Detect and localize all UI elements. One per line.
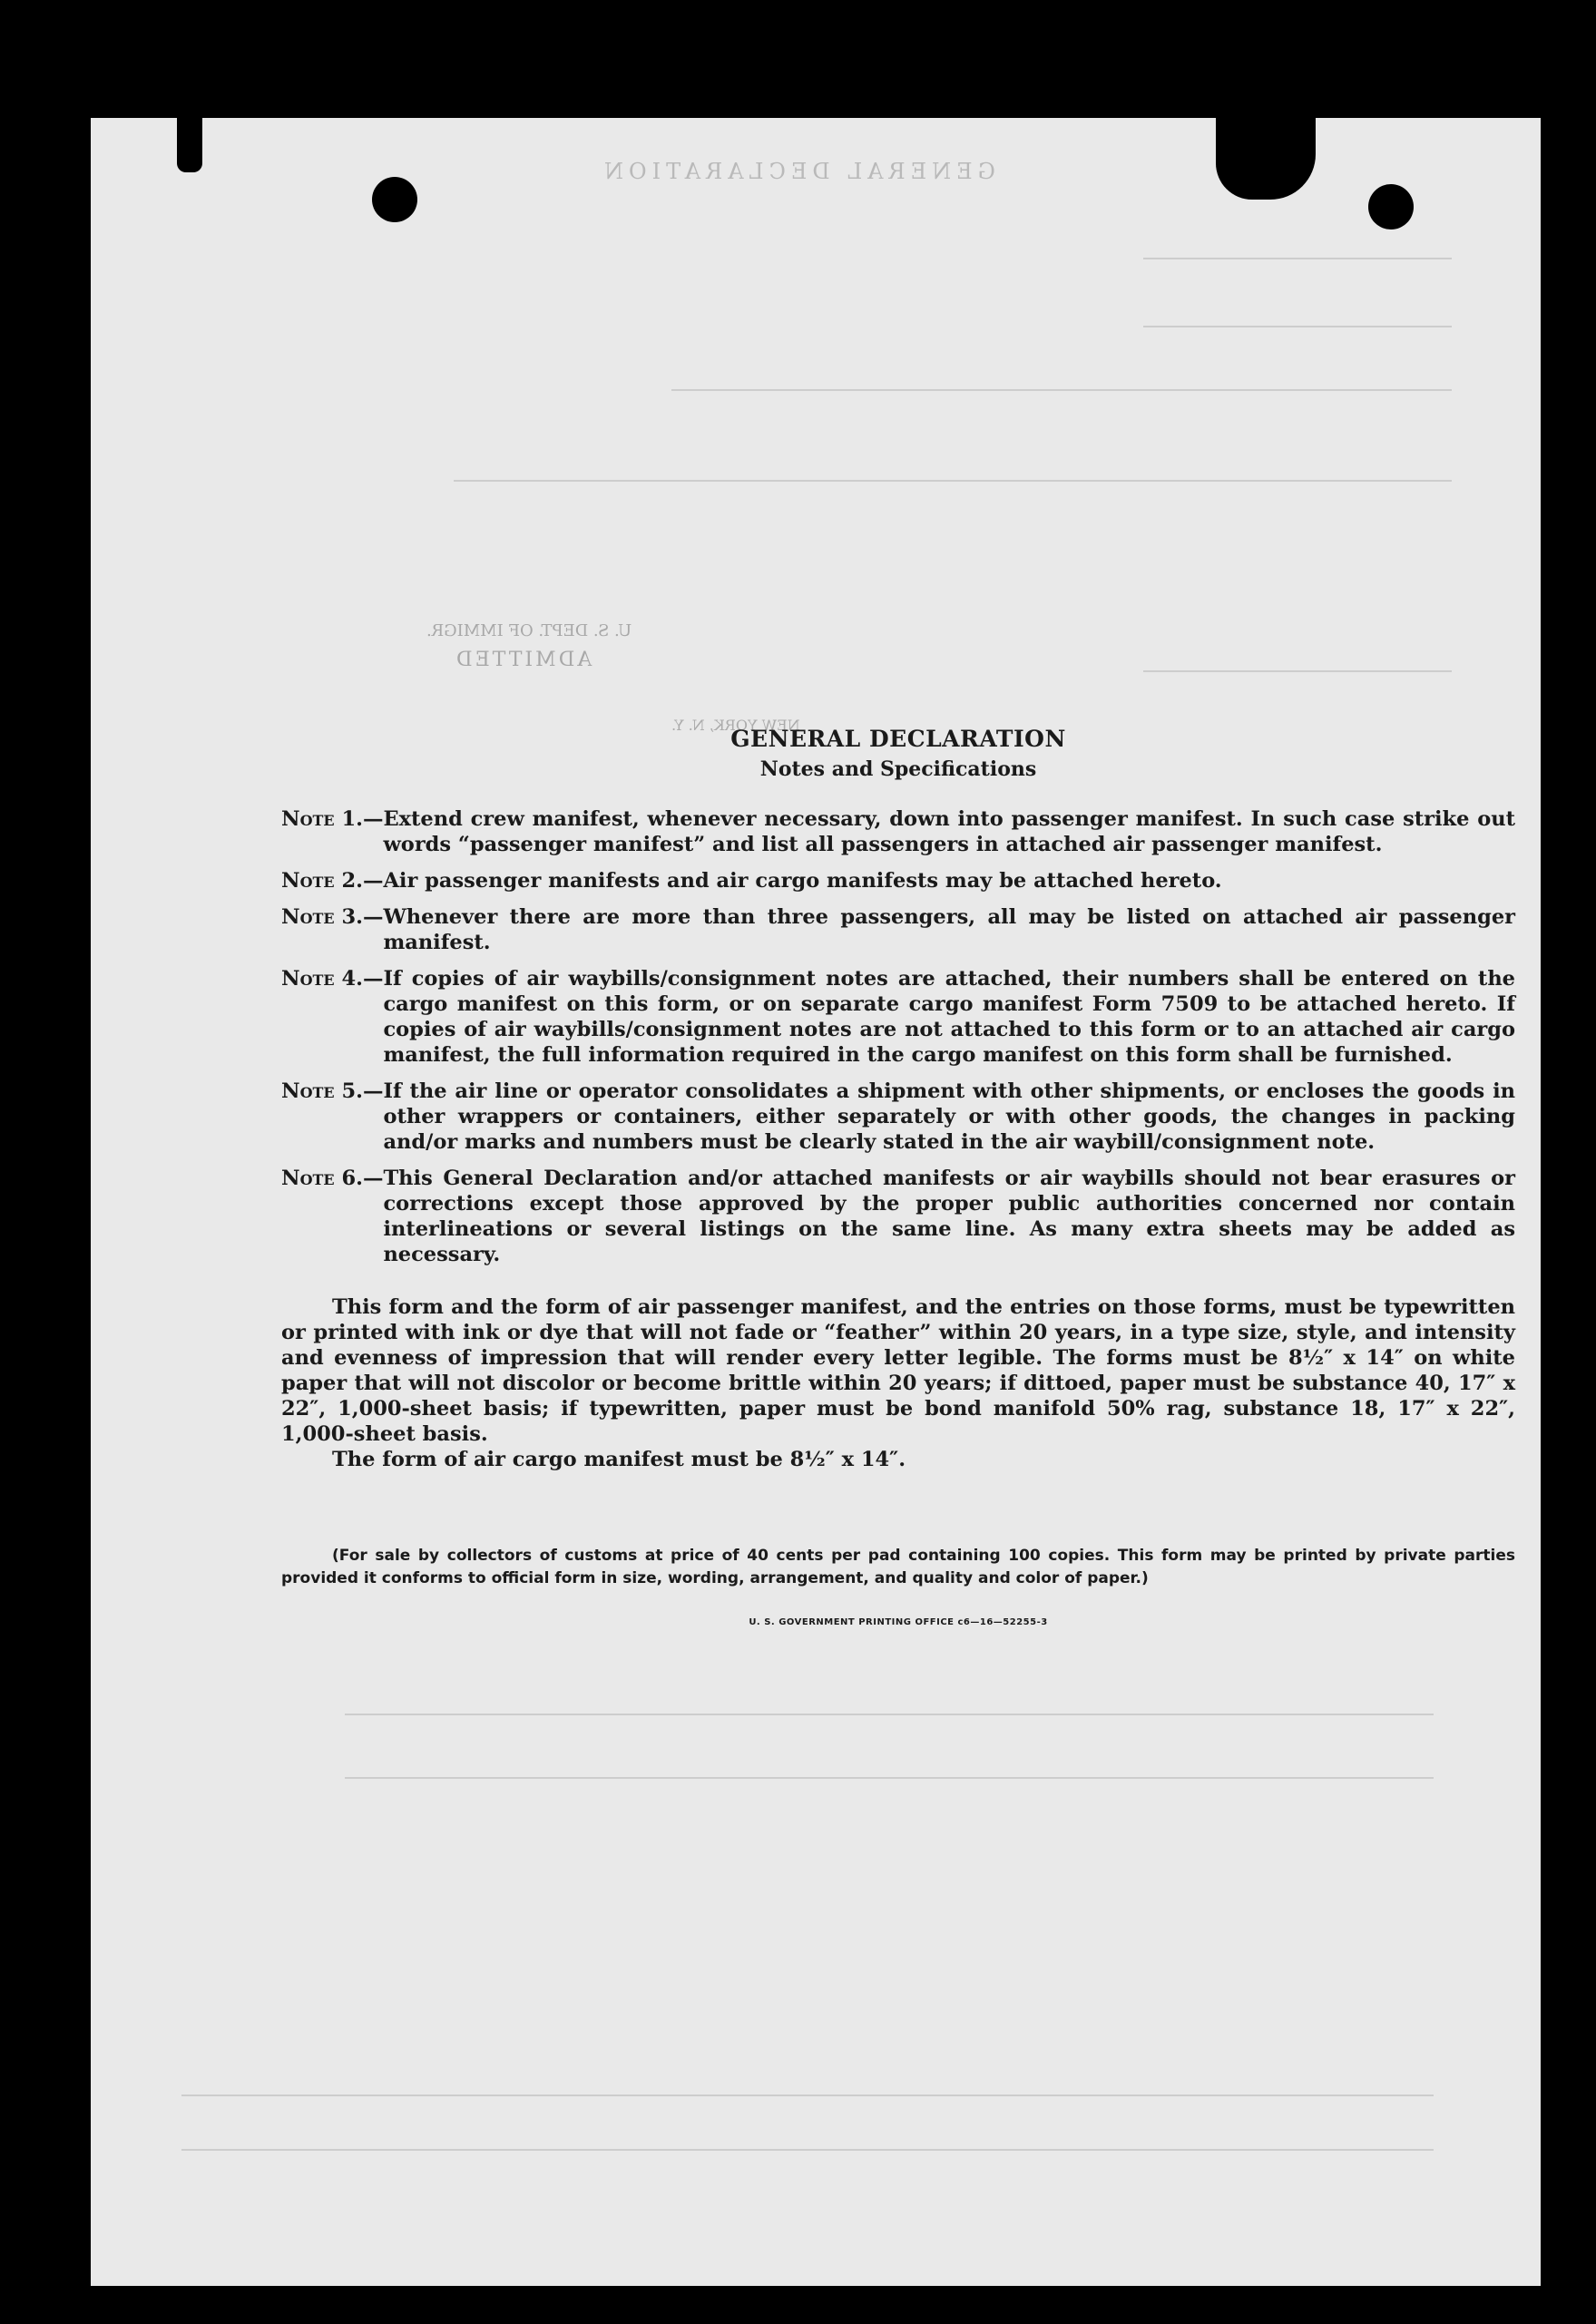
note-dash: — — [362, 905, 384, 929]
note-text: This General Declaration and/or attached manifests or air waybills should not bear erasures or corrections except those approved by the proper public authorities concerned nor contain interlineations or several listings on the same line. As many extra sheets may be added as necessary. — [383, 1167, 1515, 1266]
document-page — [91, 118, 1541, 2286]
note-text: Whenever there are more than three passengers, all may be listed on attached air passenger manifest. — [383, 905, 1515, 954]
note-dash: — — [362, 1167, 384, 1190]
page-title: GENERAL DECLARATION — [730, 726, 1066, 752]
cargo-manifest-size-note: The form of air cargo manifest must be 8½″ x 14″. — [332, 1448, 906, 1471]
note-label: Note 2. — [281, 869, 363, 893]
note-label: Note 3. — [281, 905, 363, 929]
bleed-through-stamp-3: NEW YORK, N. Y. — [671, 717, 800, 734]
note-text: Extend crew manifest, whenever necessary, down into passenger manifest. In such case strike out words “passenger manifest” and list all passengers in attached air passenger manifest. — [383, 807, 1515, 856]
note-3 — [281, 904, 1515, 955]
note-dash: — — [362, 967, 384, 991]
note-1 — [281, 806, 1515, 857]
note-label: Note 4. — [281, 967, 363, 991]
sale-notice: (For sale by collectors of customs at price of 40 cents per pad containing 100 copies. This form may be printed by private parties provided it conforms to official form in size, wording, arrangement, and quality and color of paper.) — [281, 1547, 1515, 1587]
notes-list — [281, 806, 1515, 1267]
note-dash: — — [362, 807, 384, 831]
note-label: Note 5. — [281, 1079, 363, 1103]
form-specification-paragraph: This form and the form of air passenger manifest, and the entries on those forms, must be typewritten or printed with ink or dye that will not fade or “feather” within 20 years, in a type size, style, and intensity and evenness of impression that will render every letter legible. The forms must be 8½″ x 14″ on white paper that will not discolor or become brittle within 20 years; if dittoed, paper must be substance 40, 17″ x 22″, 1,000-sheet basis; if typewritten, paper must be bond manifold 50% rag, substance 18, 17″ x 22″, 1,000-sheet basis. — [281, 1295, 1515, 1446]
note-text: Air passenger manifests and air cargo manifests may be attached hereto. — [383, 869, 1222, 893]
note-label: Note 1. — [281, 807, 363, 831]
note-4 — [281, 966, 1515, 1068]
note-6 — [281, 1166, 1515, 1267]
note-text: If the air line or operator consolidates a shipment with other shipments, or encloses the goods in other wrappers or containers, either separately or with other goods, the changes in packing and/or marks and numbers must be clearly stated in the air waybill/consignment note. — [383, 1079, 1515, 1154]
page-subtitle: Notes and Specifications — [759, 757, 1037, 781]
note-text: If copies of air waybills/consignment notes are attached, their numbers shall be entered on the cargo manifest on this form, or on separate cargo manifest Form 7509 to be attached hereto. If copies of air waybills/consignment notes are not attached to this form or to an attached air cargo manifest, the full information required in the cargo manifest on this form shall be furnished. — [383, 967, 1515, 1067]
bleed-through-stamp-1: U. S. DEPT. OF IMMIGR. — [426, 621, 632, 640]
note-2 — [281, 868, 1515, 893]
note-5 — [281, 1079, 1515, 1155]
note-dash: — — [362, 869, 384, 893]
printing-office-imprint: U. S. GOVERNMENT PRINTING OFFICE c6—16—52255-3 — [749, 1617, 1048, 1627]
document-content — [281, 726, 1515, 1627]
bleed-through-header: GENERAL DECLARATION — [599, 159, 995, 184]
bleed-through-stamp-2: ADMITTED — [454, 649, 592, 671]
note-dash: — — [362, 1079, 384, 1103]
note-label: Note 6. — [281, 1167, 363, 1190]
